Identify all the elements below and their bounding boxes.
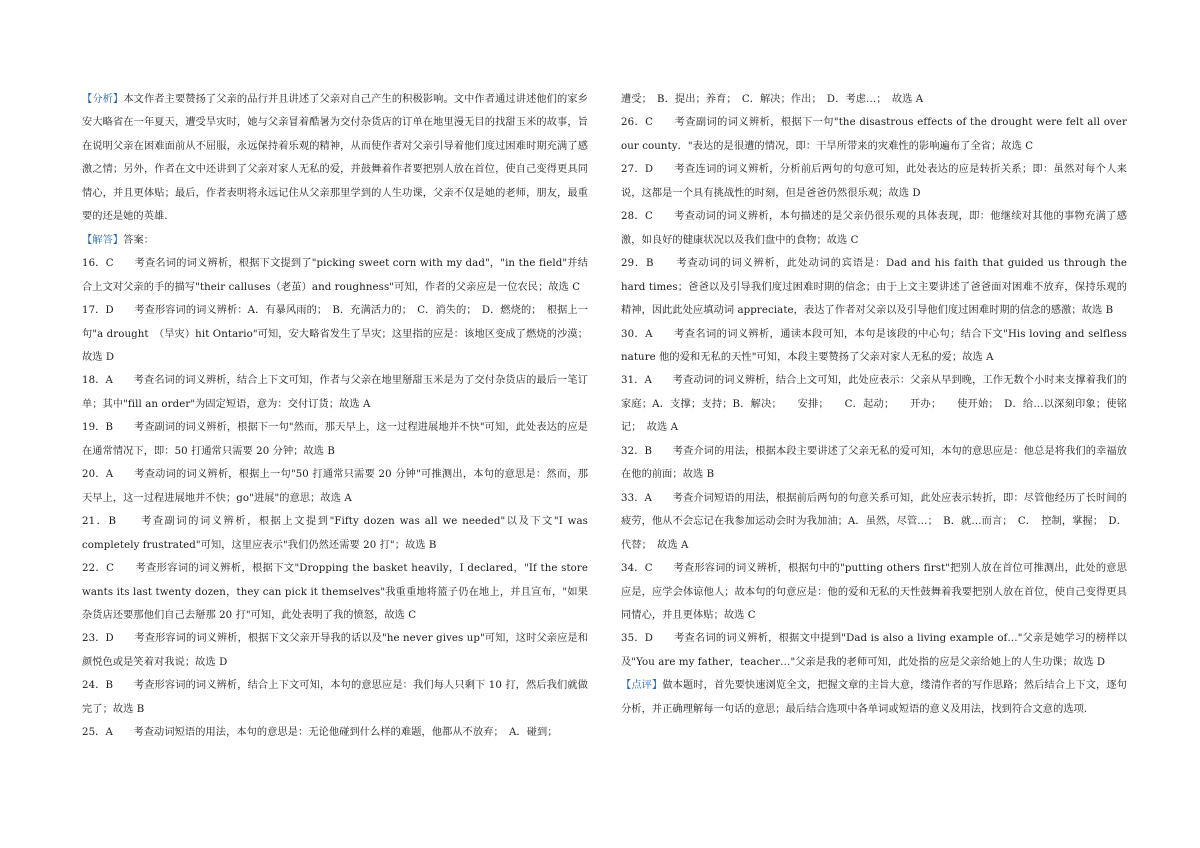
answer-item-28: 28．C 考查动词的词义辨析，本句描述的是父亲仍很乐观的具体表现，即：他继续对其他的事物充满了感激，如良好的健康状况以及我们盘中的食物；故选 C (621, 211, 1127, 246)
answer-item-19: 19．B 考查副词的词义辨析，根据下一句"然而，那天早上，这一过程进展地并不快"可知，此处表达的应是在通常情况下，即：50 打通常只需要 20 分钟；故选 B (82, 422, 588, 457)
answer-item-25: 25．A 考查动词短语的用法，本句的意思是：无论他碰到什么样的难题，他都从不放弃； A．碰到； (82, 727, 558, 739)
analysis-tag: 【分析】 (82, 94, 124, 105)
answer-item-33: 33．A 考查介词短语的用法，根据前后两句的句意关系可知，此处应表示转折，即：尽管他经历了长时间的疲劳，他从不会忘记在我参加运动会时为我加油；A．虽然，尽管…； B．就…而言； C． 控制，掌握； D．代替； 故选 A (621, 492, 1127, 551)
answer-item-30: 30．A 考查名词的词义辨析，通读本段可知，本句是该段的中心句；结合下文"His loving and selfless nature 他的爱和无私的天性"可知，本段主要赞扬了父亲对家人无私的爱；故选 A (621, 328, 1127, 363)
answer-item-17: 17．D 考查形容词的词义辨析：A．有暴风雨的； B．充满活力的； C．消失的； D．燃烧的； 根据上一句"a drought （旱灾）hit Ontario"可知，安大略省发生了旱灾；这里指的应是：该地区变成了燃烧的沙漠；故选 D (82, 305, 588, 363)
answer-label: 答案： (123, 234, 155, 246)
answer-tag: 【解答】 (82, 234, 124, 246)
answer-item-24: 24．B 考查形容词的词义辨析，结合上下文可知，本句的意思应是：我们每人只剩下 10 打，然后我们就做完了；故选 B (82, 680, 588, 715)
comment-paragraph (621, 674, 1127, 721)
answer-item-25-cont: 遭受； B．提出；养育； C．解决；作出； D．考虑…； 故选 A (621, 94, 924, 105)
answer-item-27: 27．D 考查连词的词义辨析，分析前后两句的句意可知，此处表达的应是转折关系；即：虽然对每个人来说，这都是一个具有挑战性的时刻，但是爸爸仍然很乐观；故选 D (621, 164, 1127, 199)
answer-item-22: 22．C 考查形容词的词义辨析，根据下文"Dropping the basket heavily，I declared，"If the store wants its last twenty dozen，they can pick it themselves"我重重地将篮子仍在地上，并且宣布，"如果杂货店还要那他们自己去掰那 20 打"可知，此处表明了我的愤怒，故选 C (82, 563, 588, 621)
answer-item-29: 29．B 考查动词的词义辨析，此处动词的宾语是：Dad and his faith that guided us through the hard times；爸爸以及引导我们度过困难时期的信念；由于上文主要讲述了爸爸面对困难不放弃，保持乐观的精神，因此此处应填动词 appreciate，表达了作者对父亲以及引导他们度过困难时期的信念的感激；故选 B (621, 258, 1127, 317)
answer-item-20: 20．A 考查动词的词义辨析，根据上一句"50 打通常只需要 20 分钟"可推测出，本句的意思是：然而，那天早上，这一过程进展地并不快；go"进展"的意思；故选 A (82, 469, 588, 504)
analysis-text: 本文作者主要赞扬了父亲的品行并且讲述了父亲对自己产生的积极影响。文中作者通过讲述他们的家乡安大略省在一年夏天，遭受旱灾时，她与父亲冒着酷暑为交付杂货店的订单在地里漫无目的找甜玉米的故事，旨在说明父亲在困难面前从不屈服，永远保持着乐观的精神，从而使作者对父亲引导着他们度过困难时期充满了感激之情；另外，作者在文中还讲到了父亲对家人无私的爱，并鼓舞着作者要把别人放在首位，使自己变得更具同情心，并且更体贴；最后，作者表明将永远记住从父亲那里学到的人生功课，父亲不仅是她的老师，朋友，最重要的还是她的英雄. (82, 94, 588, 223)
answer-item-26: 26．C 考查副词的词义辨析，根据下一句"the disastrous effects of the drought were felt all over our county．"表达的是很遭的情况，即：干旱所带来的灾难性的影响遍布了全省；故选 C (621, 117, 1127, 152)
answer-item-31: 31．A 考查动词的词义辨析，结合上文可知，此处应表示：父亲从早到晚，工作无数个小时来支撑着我们的家庭；A．支撑；支持；B．解决； 安排； C．起动； 开办； 使开始； D．给…以深刻印象；使铭记； 故选 A (621, 375, 1127, 434)
answer-item-16: 16．C 考查名词的词义辨析，根据下文提到了"picking sweet corn with my dad"，"in the field"并结合上文对父亲的手的描写"their calluses（老茧）and roughness"可知，作者的父亲应是一位农民；故选 C (82, 258, 588, 293)
answer-item-23: 23．D 考查形容词的词义辨析，根据下文父亲开导我的话以及"he never gives up"可知，这时父亲应是和颜悦色或是笑着对我说；故选 D (82, 633, 588, 668)
answer-item-32: 32．B 考查介词的用法，根据本段主要讲述了父亲无私的爱可知，本句的意思应是：他总是将我们的幸福放在他的前面；故选 B (621, 445, 1127, 481)
right-column (621, 88, 1127, 721)
answer-heading (82, 229, 588, 252)
answer-item-35: 35．D 考查名词的词义辨析，根据文中提到"Dad is also a living example of…"父亲是她学习的榜样以及"You are my father，teacher…"父亲是我的老师可知，此处指的应是父亲给她上的人生功课；故选 D (621, 633, 1127, 668)
answer-item-34: 34．C 考查形容词的词义辨析，根据句中的"putting others first"把别人放在首位可推测出，此处的意思应是，应学会体谅他人；故本句的句意应是：他的爱和无私的天性鼓舞着我要把别人放在首位，使自己变得更具同情心，并且更体贴；故选 C (621, 563, 1127, 621)
comment-tag: 【点评】 (621, 680, 663, 692)
answer-item-21: 21．B 考查副词的词义辨析，根据上文提到"Fifty dozen was all we needed"以及下文"I was completely frustrated"可知，这里应表示"我们仍然还需要 20 打"；故选 B (82, 516, 588, 551)
left-column (82, 88, 588, 745)
answer-item-18: 18．A 考查名词的词义辨析，结合上下文可知，作者与父亲在地里掰甜玉米是为了交付杂货店的最后一笔订单；其中"fill an order"为固定短语，意为：交付订货；故选 A (82, 375, 588, 410)
analysis-paragraph (82, 88, 588, 229)
comment-text: 做本题时，首先要快速浏览全文，把握文章的主旨大意，缕清作者的写作思路；然后结合上下文，逐句分析，并正确理解每一句话的意思；最后结合选项中各单词或短语的意义及用法，找到符合文意的选项. (621, 680, 1127, 715)
